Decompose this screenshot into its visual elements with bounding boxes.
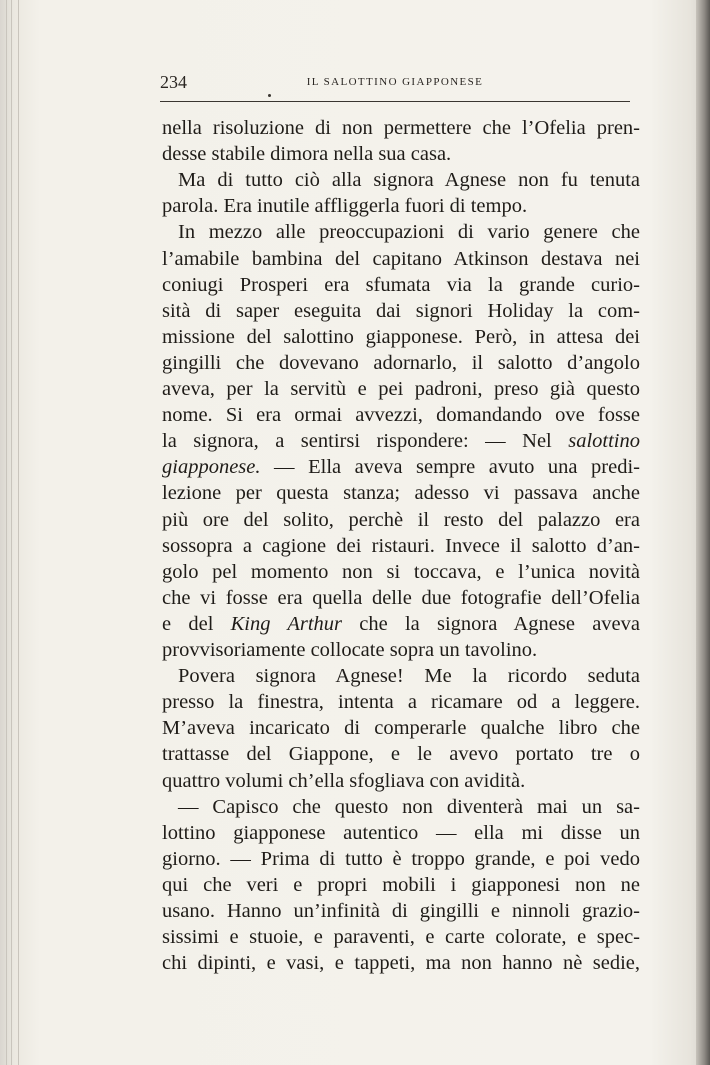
text-line	[162, 846, 640, 872]
text-line	[162, 376, 640, 402]
gutter-shadow	[18, 0, 19, 1065]
running-title: IL SALOTTINO GIAPPONESE	[306, 76, 484, 88]
text-line	[162, 872, 640, 898]
text-line	[162, 611, 640, 637]
text-segment: lezione per questa stanza; adesso vi passava anche	[162, 482, 640, 505]
text-line	[178, 167, 640, 193]
text-segment: parola. Era inutile affliggerla fuori di tempo.	[162, 195, 528, 218]
text-segment: giorno. — Prima di tutto è troppo grande, e poi vedo	[162, 847, 640, 870]
text-line	[162, 950, 640, 976]
rule-dot	[268, 94, 271, 97]
text-segment: quattro volumi ch’ella sfogliava con avidità.	[162, 769, 526, 792]
text-line	[162, 533, 640, 559]
text-line	[162, 402, 640, 428]
text-segment: sissimi e stuoie, e paraventi, e carte colorate, e spec-	[162, 926, 640, 949]
text-segment: che vi fosse era quella delle due fotografie dell’Ofelia	[162, 586, 640, 609]
text-line	[162, 689, 640, 715]
text-segment: la signora, a sentirsi rispondere: — Nel	[162, 430, 569, 453]
text-segment: — Ella aveva sempre avuto una predi-	[260, 456, 640, 479]
text-segment: sossopra a cagione dei ristauri. Invece il salotto d’an-	[162, 534, 640, 557]
text-line	[162, 715, 640, 741]
text-line	[162, 246, 640, 272]
text-segment: aveva, per la servitù e pei padroni, preso già questo	[162, 378, 640, 400]
text-segment: chi dipinti, e vasi, e tappeti, ma non hanno nè sedie,	[162, 952, 640, 975]
text-line	[162, 741, 640, 767]
italic-text: salottino	[568, 430, 640, 453]
text-line	[162, 559, 640, 585]
text-segment: lottino giapponese autentico — ella mi disse un	[162, 821, 640, 844]
header-rule	[160, 101, 630, 102]
text-line	[178, 219, 640, 245]
text-line	[162, 454, 640, 480]
page-edge	[696, 0, 710, 1065]
text-segment: nome. Si era ormai avvezzi, domandando ove fosse	[162, 404, 640, 427]
text-line	[162, 298, 640, 324]
text-segment: e del	[162, 612, 231, 635]
text-segment: l’amabile bambina del capitano Atkinson destava nei	[162, 247, 640, 270]
page-number: 234	[160, 72, 187, 92]
page-header	[160, 70, 630, 94]
text-line	[162, 820, 640, 846]
text-line	[162, 768, 640, 794]
text-line	[162, 428, 640, 454]
gutter-shadow	[11, 0, 12, 1065]
text-segment: In mezzo alle preoccupazioni di vario genere che	[178, 221, 640, 244]
text-line	[162, 141, 640, 167]
text-segment: Povera signora Agnese! Me la ricordo seduta	[178, 665, 640, 688]
text-line	[162, 350, 640, 376]
text-segment: presso la finestra, intenta a ricamare od a leggere.	[162, 691, 640, 714]
text-line	[162, 637, 640, 663]
text-segment: provvisoriamente collocate sopra un tavolino.	[162, 639, 538, 661]
text-segment: gingilli che dovevano adornarlo, il salotto d’angolo	[162, 351, 640, 374]
text-line	[162, 193, 640, 219]
italic-text: giapponese.	[162, 456, 261, 479]
text-segment: trattasse del Giappone, e le avevo portato tre o	[162, 743, 640, 766]
text-segment: che la signora Agnese aveva	[342, 612, 640, 635]
text-line	[162, 115, 640, 141]
text-line	[162, 480, 640, 506]
text-line	[162, 585, 640, 611]
text-segment: usano. Hanno un’infinità di gingilli e ninnoli grazio-	[162, 900, 640, 922]
gutter-shadow	[6, 0, 7, 1065]
text-segment: coniugi Prosperi era sfumata via la grande curio-	[162, 273, 640, 296]
text-segment: nella risoluzione di non permettere che l’Ofelia pren-	[162, 117, 640, 139]
text-line	[162, 924, 640, 950]
text-line	[162, 898, 640, 924]
text-line	[178, 663, 640, 689]
text-segment: desse stabile dimora nella sua casa.	[162, 143, 452, 166]
text-line	[162, 507, 640, 533]
text-line	[162, 324, 640, 350]
text-segment: missione del salottino giapponese. Però, in attesa dei	[162, 325, 640, 348]
text-segment: più ore del solito, perchè il resto del palazzo era	[162, 508, 640, 531]
text-segment: qui che veri e propri mobili i giapponesi non ne	[162, 873, 640, 896]
italic-text: King Arthur	[230, 612, 343, 635]
text-line	[178, 794, 640, 820]
text-segment: sità di saper eseguita dai signori Holiday la com-	[162, 299, 640, 322]
text-segment: Ma di tutto ciò alla signora Agnese non fu tenuta	[178, 169, 640, 192]
text-segment: M’aveva incaricato di comperarle qualche libro che	[162, 717, 640, 740]
text-segment: golo pel momento non si toccava, e l’unica novità	[162, 560, 640, 583]
text-line	[162, 272, 640, 298]
text-segment: — Capisco che questo non diventerà mai un sa-	[178, 795, 640, 818]
